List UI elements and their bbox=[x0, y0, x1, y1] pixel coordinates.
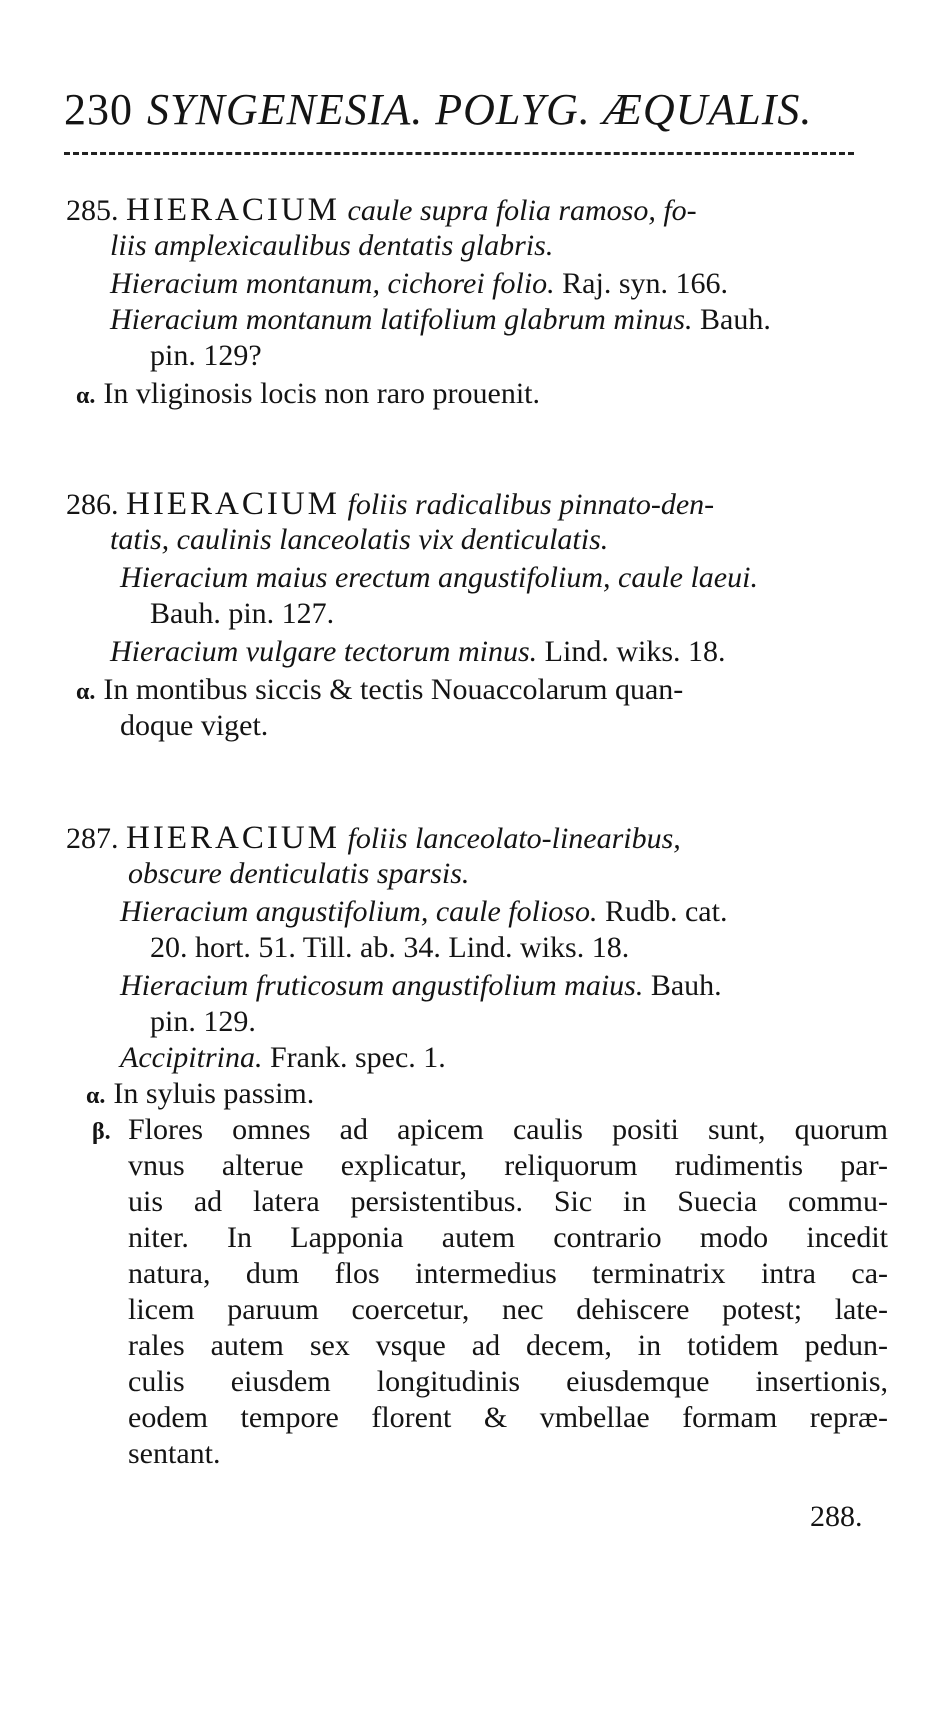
entry-287-synonym-2-cont: pin. 129. bbox=[150, 1005, 256, 1038]
entry-285-synonym-2: Hieracium montanum latifolium glabrum minus. Bauh. bbox=[110, 303, 771, 336]
entry-286-line-1 bbox=[66, 486, 714, 523]
entry-286-line-2: tatis, caulinis lanceolatis vix denticulatis. bbox=[110, 523, 609, 556]
diagnosis: caule supra folia ramoso, fo- bbox=[347, 194, 697, 227]
beta-line: eodem tempore florent & vmbellae formam repræ- bbox=[128, 1401, 888, 1434]
beta-line: uis ad latera persistentibus. Sic in Suecia commu- bbox=[128, 1185, 888, 1218]
catchword: 288. bbox=[810, 1500, 863, 1533]
entry-286-synonym-1-cont: Bauh. pin. 127. bbox=[150, 597, 335, 630]
genus-name: HIERACIUM bbox=[126, 820, 340, 856]
genus-name: HIERACIUM bbox=[126, 486, 340, 522]
beta-line: sentant. bbox=[128, 1437, 221, 1470]
beta-line: Flores omnes ad apicem caulis positi sunt, quorum bbox=[128, 1113, 888, 1146]
beta-line: natura, dum flos intermedius terminatrix intra ca- bbox=[128, 1257, 888, 1290]
header-rule bbox=[64, 152, 854, 155]
beta-line: rales autem sex vsque ad decem, in totidem pedun- bbox=[128, 1329, 888, 1362]
entry-286-alpha: α. In montibus siccis & tectis Nouaccolarum quan- bbox=[76, 673, 684, 706]
beta-line: vnus alterue explicatur, reliquorum rudimentis par- bbox=[128, 1149, 888, 1182]
entry-287-line-1 bbox=[66, 820, 681, 857]
entry-number: 286. bbox=[66, 488, 119, 521]
diagnosis: foliis lanceolato-linearibus, bbox=[347, 822, 681, 855]
entry-287-beta: β. bbox=[92, 1119, 111, 1145]
entry-287-synonym-1: Hieracium angustifolium, caule folioso. Rudb. cat. bbox=[120, 895, 728, 928]
entry-286-synonym-2: Hieracium vulgare tectorum minus. Lind. wiks. 18. bbox=[110, 635, 726, 668]
beta-line: niter. In Lapponia autem contrario modo incedit bbox=[128, 1221, 888, 1254]
running-title: SYNGENESIA. POLYG. ÆQUALIS. bbox=[147, 85, 813, 134]
entry-287-alpha: α. In syluis passim. bbox=[86, 1077, 315, 1110]
entry-number: 285. bbox=[66, 194, 119, 227]
entry-287-line-2: obscure denticulatis sparsis. bbox=[128, 857, 470, 890]
entry-286-synonym-1: Hieracium maius erectum angustifolium, caule laeui. bbox=[120, 561, 758, 594]
entry-285-synonym-1: Hieracium montanum, cichorei folio. Raj. syn. 166. bbox=[110, 267, 728, 300]
genus-name: HIERACIUM bbox=[126, 192, 340, 228]
diagnosis: foliis radicalibus pinnato-den- bbox=[347, 488, 715, 521]
entry-287-synonym-3: Accipitrina. Frank. spec. 1. bbox=[120, 1041, 446, 1074]
running-header bbox=[64, 84, 812, 135]
entry-285-line-2: liis amplexicaulibus dentatis glabris. bbox=[110, 229, 554, 262]
entry-285-synonym-2-cont: pin. 129? bbox=[150, 339, 262, 372]
entry-286-alpha-cont: doque viget. bbox=[120, 709, 269, 742]
entry-number: 287. bbox=[66, 822, 119, 855]
entry-287-synonym-2: Hieracium fruticosum angustifolium maius. Bauh. bbox=[120, 969, 722, 1002]
entry-287-synonym-1-cont: 20. hort. 51. Till. ab. 34. Lind. wiks. 18. bbox=[150, 931, 630, 964]
beta-line: culis eiusdem longitudinis eiusdemque insertionis, bbox=[128, 1365, 888, 1398]
entry-285-line-1 bbox=[66, 192, 697, 229]
page-number: 230 bbox=[64, 85, 133, 134]
beta-line: licem paruum coercetur, nec dehiscere potest; late- bbox=[128, 1293, 888, 1326]
entry-285-alpha: α. In vliginosis locis non raro prouenit. bbox=[76, 377, 541, 410]
